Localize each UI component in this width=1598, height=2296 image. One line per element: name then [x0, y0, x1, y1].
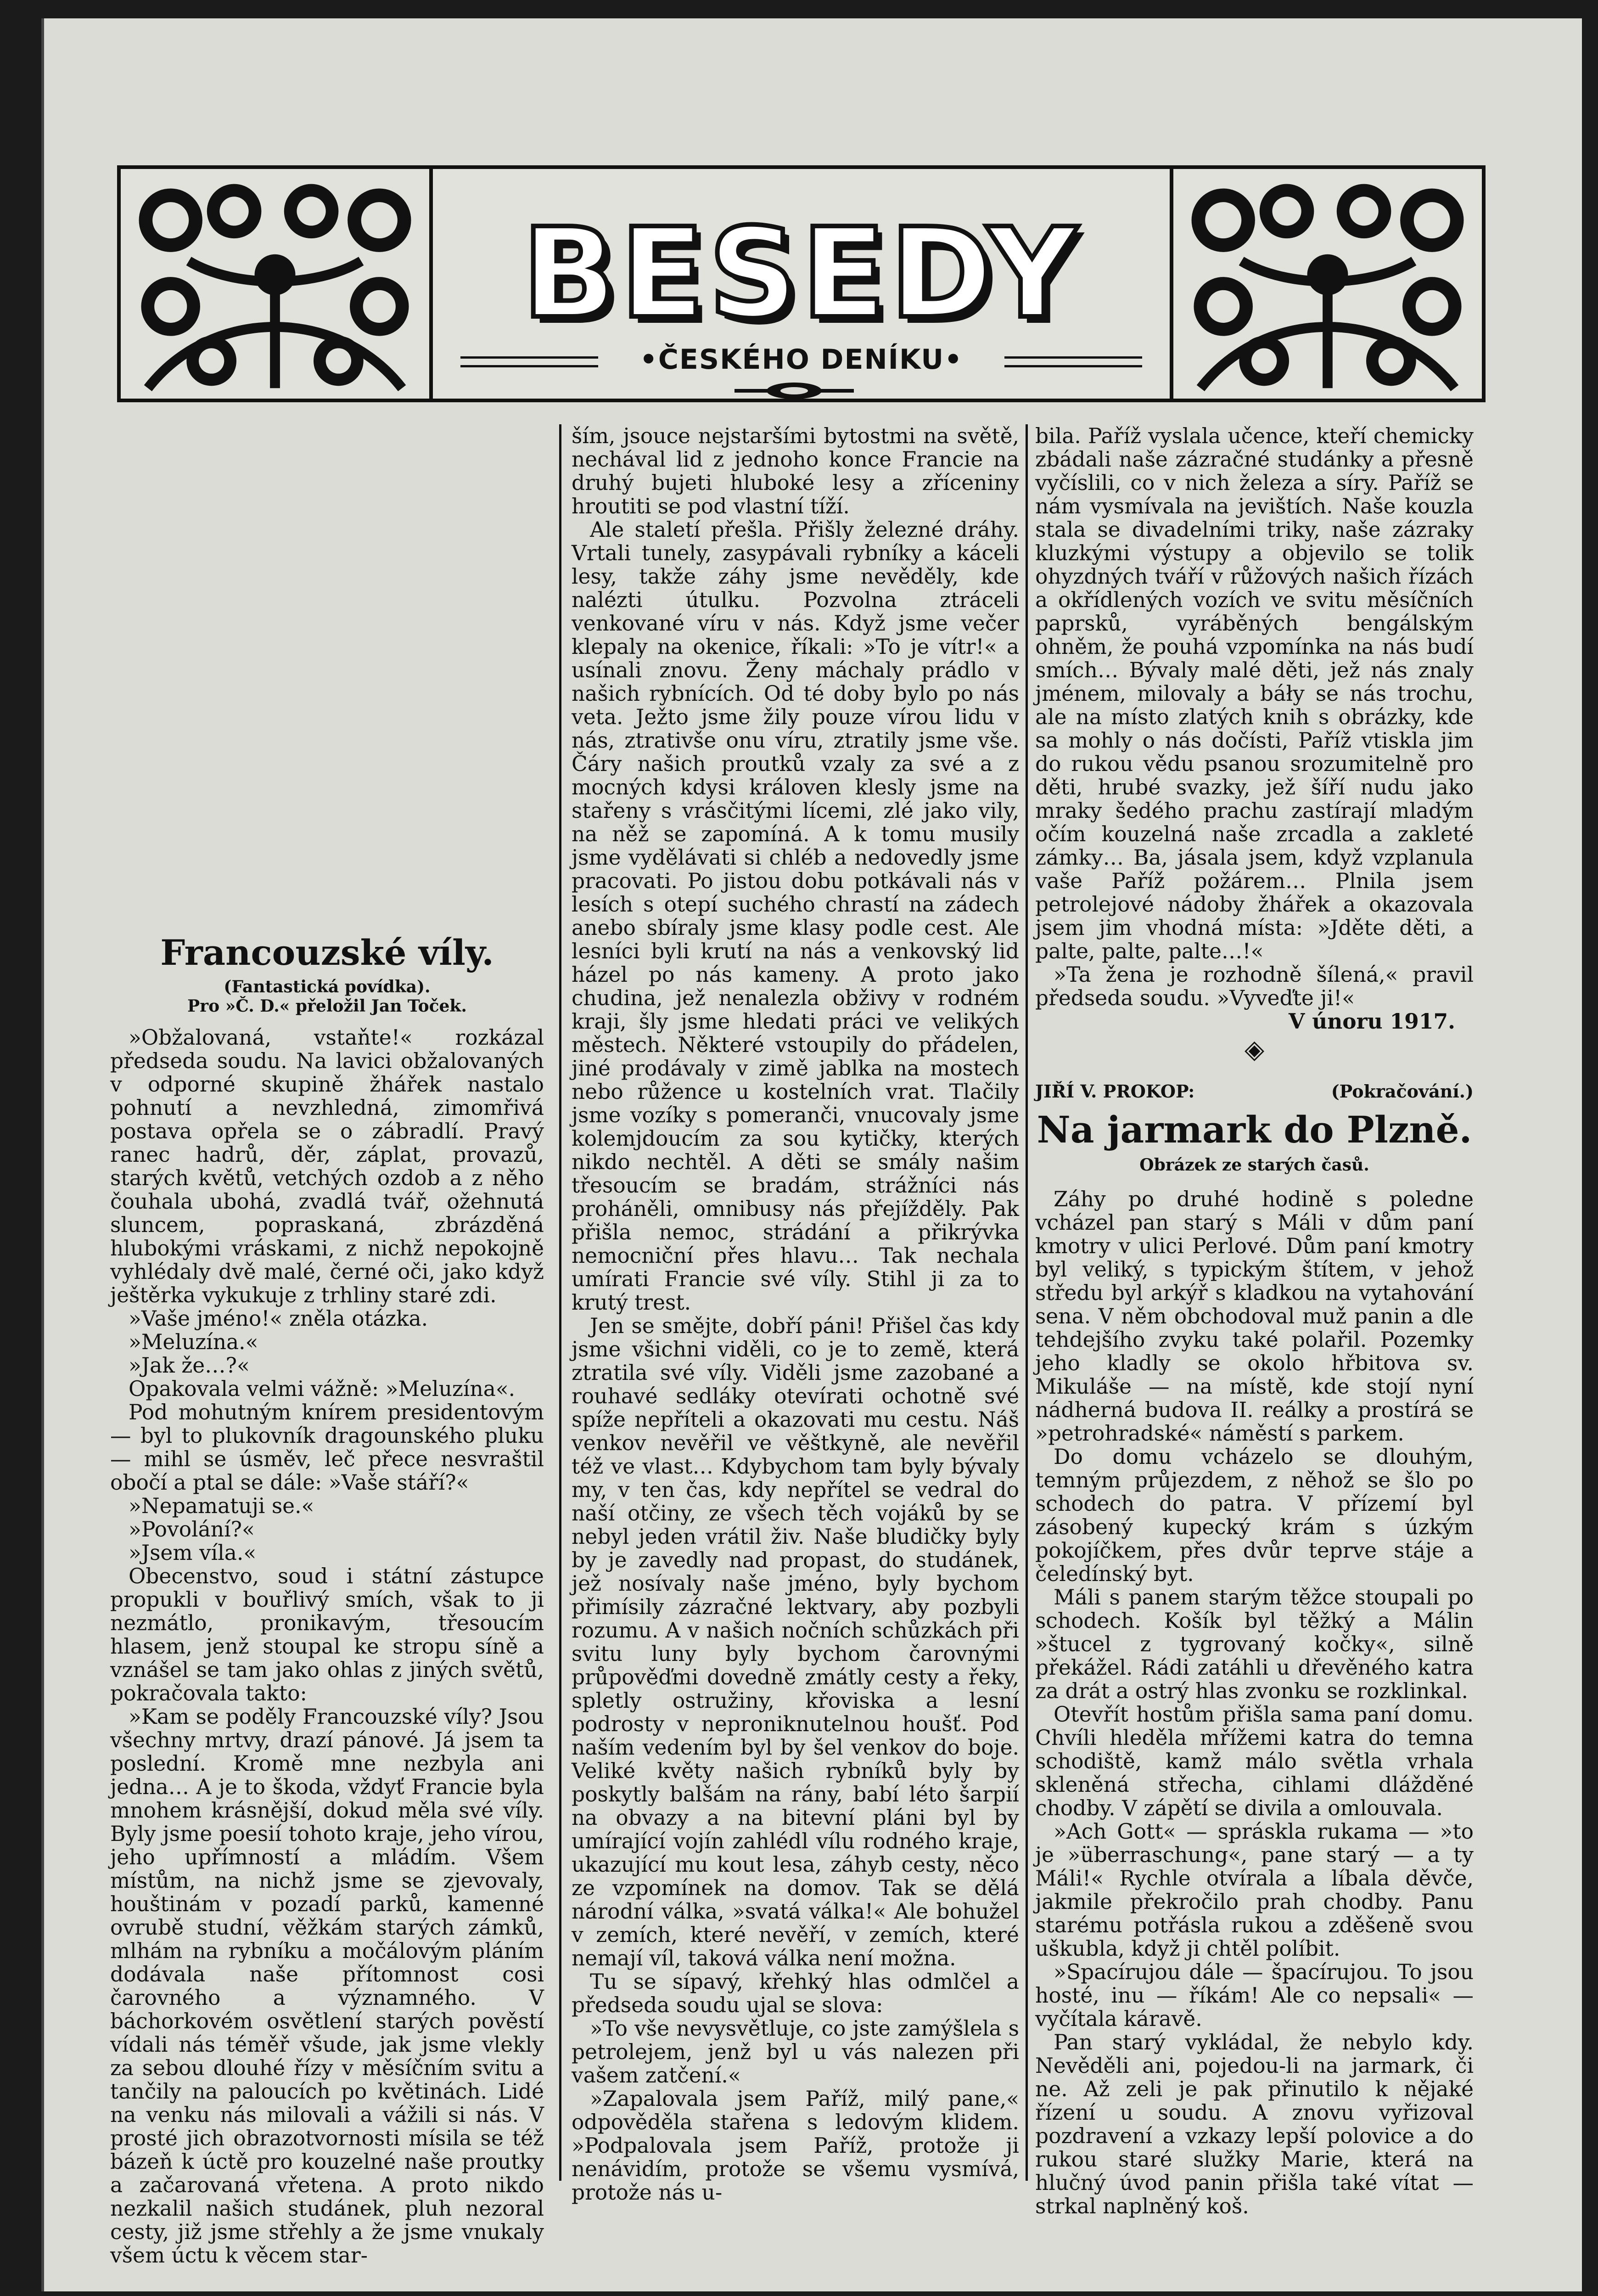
paragraph: »Nepamatuji se.« [129, 1494, 314, 1518]
floral-ornament-icon [1173, 169, 1482, 399]
column-rule [559, 424, 561, 2181]
paragraph: Otevřít hostům přišla sama paní domu. Chvíli hleděla mřížemi katra do temna schodiště, kamž málo světla vrhala skleněná střecha, cihlami dlážděné chodby. V zápětí se divila a omlouvala. [1035, 1702, 1474, 1820]
paragraph: »Spacírujou dále — špacírujou. To jsou hosté, inu — říkám! Ale co nepsali« — vyčítala káravě. [1035, 1960, 1474, 2031]
article-headline: Francouzské víly. [160, 932, 494, 973]
paragraph: ším, jsouce nejstaršími bytostmi na světě, nechával lid z jednoho konce Francie na druhý bujeti hluboké lesy a zříceniny hroutiti se pod vlastní tíží. [572, 424, 1019, 518]
header-flourish-icon [735, 379, 854, 402]
article-date: V únoru 1917. [1288, 1009, 1455, 1034]
column-2 [572, 424, 1019, 2204]
paragraph: »To vše nevysvětluje, co jste zamýšlela s petrolejem, jenž byl u vás nalezen při vašem zatčení.« [572, 2016, 1019, 2088]
paragraph: »Zapalovala jsem Paříž, milý pane,« odpověděla stařena s ledovým klidem. »Podpalovala jsem Paříž, protože ji nenávidím, protože se všemu vysmívá, protože nás u- [572, 2087, 1019, 2205]
paragraph: Pan starý vykládal, že nebylo kdy. Nevěděli ani, pojedou-li na jarmark, či ne. Až zeli je pak přinutilo k nějaké řízení u soudu. A znovu vyřizoval pozdravení a vzkazy lepší polovice a do rukou staré služky Marie, která na hlučný úvod panin přišla také vítat — strkal naplněný koš. [1035, 2030, 1474, 2218]
article-author: JIŘÍ V. PROKOP: [1035, 1081, 1195, 1102]
masthead-title: BESEDY [521, 201, 1081, 346]
paragraph: Do domu vcházelo se dlouhým, temným průjezdem, z něhož se šlo po schodech do patra. V přízemí byl zásobený kupecký krám s úzkým pokojíčkem, přes dvůr teprve stáje a čeledínský byt. [1035, 1445, 1474, 1586]
paragraph: Jen se smějte, dobří páni! Přišel čas kdy jsme všichni viděli, co je to země, která ztratila své víly. Viděli jsme zazobané a rouhavé sedláky otevírati ochotně své spíže nepříteli a okazovati mu cestu. Náš venkov nevěřil ve věštkyně, ale nevěřil též ve vlast… Kdybychom tam byly bývaly my, v ten čas, kdy nepřítel se vedral do naší otčiny, ze všech těch vojáků by se nebyl jeden vrátil živ. Naše bludičky byly by je zavedly nad propast, do studánek, jež nosívaly naše jméno, byly bychom přimísily zázračné lektvary, aby pozbyli rozumu. A v našich nočních schůzkách při svitu luny byly bychom čarovnými průpověďmi dovedně zmátly cesty a řeky, spletly ostružiny, křoviska a lesní podrosty v neproniknutelnou houšť. Pod naším vedením byl by šel venkov do boje. Veliké květy našich rybníků byly by poskytly balšám na rány, babí léto šarpií na obvazy a na bitevní pláni byl by umírající vojín zahlédl vílu rodného kraje, ukazující mu kout lesa, záhyb cesty, něco ze vzpomínek na domov. Tak se dělá národní válka, »svatá válka!« Ale bohužel v zemích, které nevěří, v zemích, které nemají víl, taková válka není možna. [572, 1314, 1019, 1970]
paragraph: Ale staletí přešla. Přišly železné dráhy. Vrtali tunely, zasypávali rybníky a káceli lesy, takže záhy jsme nevěděly, kde nalézti útulku. Pozvolna ztráceli venkované víru v nás. Když jsme večer klepaly na okenice, říkali: »To je vítr!« a usínali znovu. Ženy máchaly prádlo v našich rybnících. Od té doby bylo po nás veta. Ježto jsme žily pouze vírou lidu v nás, ztrativše onu víru, ztratily jsme vše. Čáry našich proutků vzaly za své a z mocných kdysi královen klesly jsme na stařeny s vrásčitými lícemi, zlé jako vily, na něž se zapomíná. A k tomu musily jsme vydělávati si chléb a nedovedly jsme pracovati. Po jistou dobu potkávali nás v lesích s otepí suchého chrastí na zádech anebo sbíraly jsme klasy podle cest. Ale lesníci byli krutí na nás a venkovský lid házel po nás kameny. A proto jako chudina, jež nenalezla obživy v rodném kraji, šly jsme hledati práci ve velikých městech. Některé vstoupily do přádelen, jiné prodávaly v zimě jablka na mostech nebo růžence u kostelních vrat. Tlačily jsme vozíky s pomeranči, vnucovaly jsme kolemjdoucím za sou kytičky, kterých nikdo nechtěl. A děti se smály našim třesoucím se bradám, strážníci nás proháněli, omnibusy nás přejížděly. Pak přišla nemoc, strádání a přikrývka nemocniční přes hlavu… Tak nechala umírati Francie své víly. Stihl ji za to krutý trest. [572, 518, 1019, 1315]
floral-ornament-left [121, 169, 433, 399]
column-rule [1026, 424, 1028, 2181]
paragraph: Opakovala velmi vážně: »Meluzína«. [129, 1377, 516, 1401]
byline [1035, 1080, 1474, 1103]
paragraph: Obecenstvo, soud i státní zástupce propukli v bouřlivý smích, však to ji nezmátlo, pronikavým, třesoucím hlasem, jenž stoupal ke stropu síně a vznášel se tam jako ohlas z jiných světů, pokračovala takto: [110, 1564, 544, 1705]
article-subtitle: Obrázek ze starých časů. [1139, 1155, 1369, 1175]
paragraph: bila. Paříž vyslala učence, kteří chemicky zbádali naše zázračné studánky a přesně vyčíslili, co v nich železa a síry. Paříž se nám vysmívala na jevištích. Naše kouzla stala se divadelními triky, naše zázraky kluzkými výstupy a objevilo se tolik ohyzdných tváří v růžových našich řízách a okřídlených vozích ve svitu měsíčních paprsků, vyráběných bengálským ohněm, že pouhá vzpomínka na nás budí smích… Bývaly malé děti, jež nás znaly jménem, milovaly a báły se nás trochu, ale na místo zlatých knih s obrázky, kde sa mohly o nás dočísti, Paříž vtiskla jim do rukou vědu psanou srozumitelně pro děti, hrubé svazky, jež šíří nudu jako mraky šedého prachu zastírají mladým očím kouzelná naše zrcadla a zakleté zámky… Ba, jásala jsem, když vzplanula vaše Paříž požárem… Plnila jsem petrolejové nádoby žhářek a okazovala jsem jim vhodná místa: »Jděte děti, a palte, palte, palte…!« [1035, 424, 1474, 963]
paragraph: Máli s panem starým těžce stoupali po schodech. Košík byl těžký a Málin »štucel z tygrovaný kočky«, silně překážel. Rádi zatáhli u dřevěného katra za drát a ostrý hlas zvonku se rozklinkal. [1035, 1585, 1474, 1703]
continuation-note: (Pokračování.) [1331, 1081, 1474, 1102]
section-end-icon: ◈ [1244, 1035, 1265, 1064]
masthead-title-area [433, 169, 1170, 399]
column-3 [1035, 424, 1474, 2218]
divider [1004, 356, 1142, 367]
paragraph: »Ta žena je rozhodně šílená,« pravil předseda soudu. »Vyveďte ji!« [1035, 962, 1474, 1010]
column-1 [110, 932, 544, 2267]
paragraph: »Kam se poděly Francouzské víly? Jsou všechny mrtvy, drazí pánové. Já jsem ta poslední. Kromě mne nezbyla ani jedna… A je to škoda, vždyť Francie byla mnohem krásnější, dokud měla své víly. Byly jsme poesií tohoto kraje, jeho vírou, jeho upřímností a mládím. Všem místům, na nichž jsme se zjevovaly, houštinám v pozadí parků, kamenné ovrubě studní, věžkám starých zámků, mlhám na rybníku a močálovým pláním dodávala naše přítomnost cosi čarovného a významného. V báchorkovém osvětlení starých pověstí vídali nás téměř všude, jak jsme vlekly za sebou dlouhé řízy v měsíčním svitu a tančily na paloucích po květinách. Lidé na venku nás milovali a vážili si nás. V prosté jich obrazotvornosti mísila se též bázeň k úctě pro kouzelné naše proutky a začarovaná vřetena. A proto nikdo nezkalil našich studánek, pluh nezoral cesty, již jsme střehly a že jsme vnukaly všem úctu k věcem star- [110, 1705, 544, 2268]
floral-ornament-icon [121, 169, 429, 399]
floral-ornament-right [1170, 169, 1482, 399]
article-genre: (Fantastická povídka). [224, 977, 431, 996]
paragraph: »Vaše jméno!« zněla otázka. [129, 1306, 428, 1331]
paragraph: Záhy po druhé hodině s poledne vcházel pan starý s Máli v dům paní kmotry v ulici Perlové. Dům paní kmotry byl veliký, s typickým štítem, v jehož středu byl arkýř s kladkou na vytahování sena. V něm obchodoval muž panin a dle tehdejšího zvyku také polařil. Pozemky jeho kladly se okolo hřbitova sv. Mikuláše — na místě, kde stojí nyní nádherná budova II. reálky a prostírá se »petrohradské« náměstí s parkem. [1035, 1187, 1474, 1446]
paragraph: Pod mohutným knírem presidentovým — byl to plukovník dragounského pluku — mihl se úsměv, leč přece nesvraštil obočí a ptal se dále: »Vaše stáří?« [110, 1400, 544, 1495]
article-credit: Pro »Č. D.« přeložil Jan Toček. [187, 996, 467, 1016]
paragraph: »Meluzína.« [129, 1330, 258, 1354]
paragraph: Tu se sípavý, křehký hlas odmlčel a předseda soudu ujal se slova: [572, 1970, 1019, 2017]
paragraph: »Ach Gott« — spráskla rukama — »to je »überraschung«, pane starý — a ty Máli!« Rychle otvírala a líbala děvče, jakmile překročilo prah chodby. Panu starému potřásla rukou a zděšeně svou uškubla, když ji chtěl políbit. [1035, 1819, 1474, 1961]
paragraph: »Obžalovaná, vstaňte!« rozkázal předseda soudu. Na lavici obžalovaných v odporné skupině žhářek nastalo pohnutí a nevzhledná, zimomřivá postava opřela se o zábradlí. Pravý ranec hadrů, děr, záplat, provazů, starých květů, vetchých ozdob a z něho čouhala ubohá, zvadlá tvář, ožehnutá sluncem, popraskaná, zbrázděná hlubokými vráskami, z nichž nepokojně vyhlédaly dvě malé, černé oči, jako když ještěrka vykukuje z trhliny staré zdi. [110, 1025, 544, 1307]
paragraph: »Jsem víla.« [129, 1541, 257, 1565]
paragraph: »Povolání?« [129, 1517, 255, 1542]
article-headline: Na jarmark do Plzně. [1037, 1108, 1472, 1151]
masthead-subtitle: •ČESKÉHO DENÍKU• [639, 343, 963, 376]
paragraph: »Jak že…?« [129, 1353, 250, 1378]
masthead [117, 165, 1486, 402]
